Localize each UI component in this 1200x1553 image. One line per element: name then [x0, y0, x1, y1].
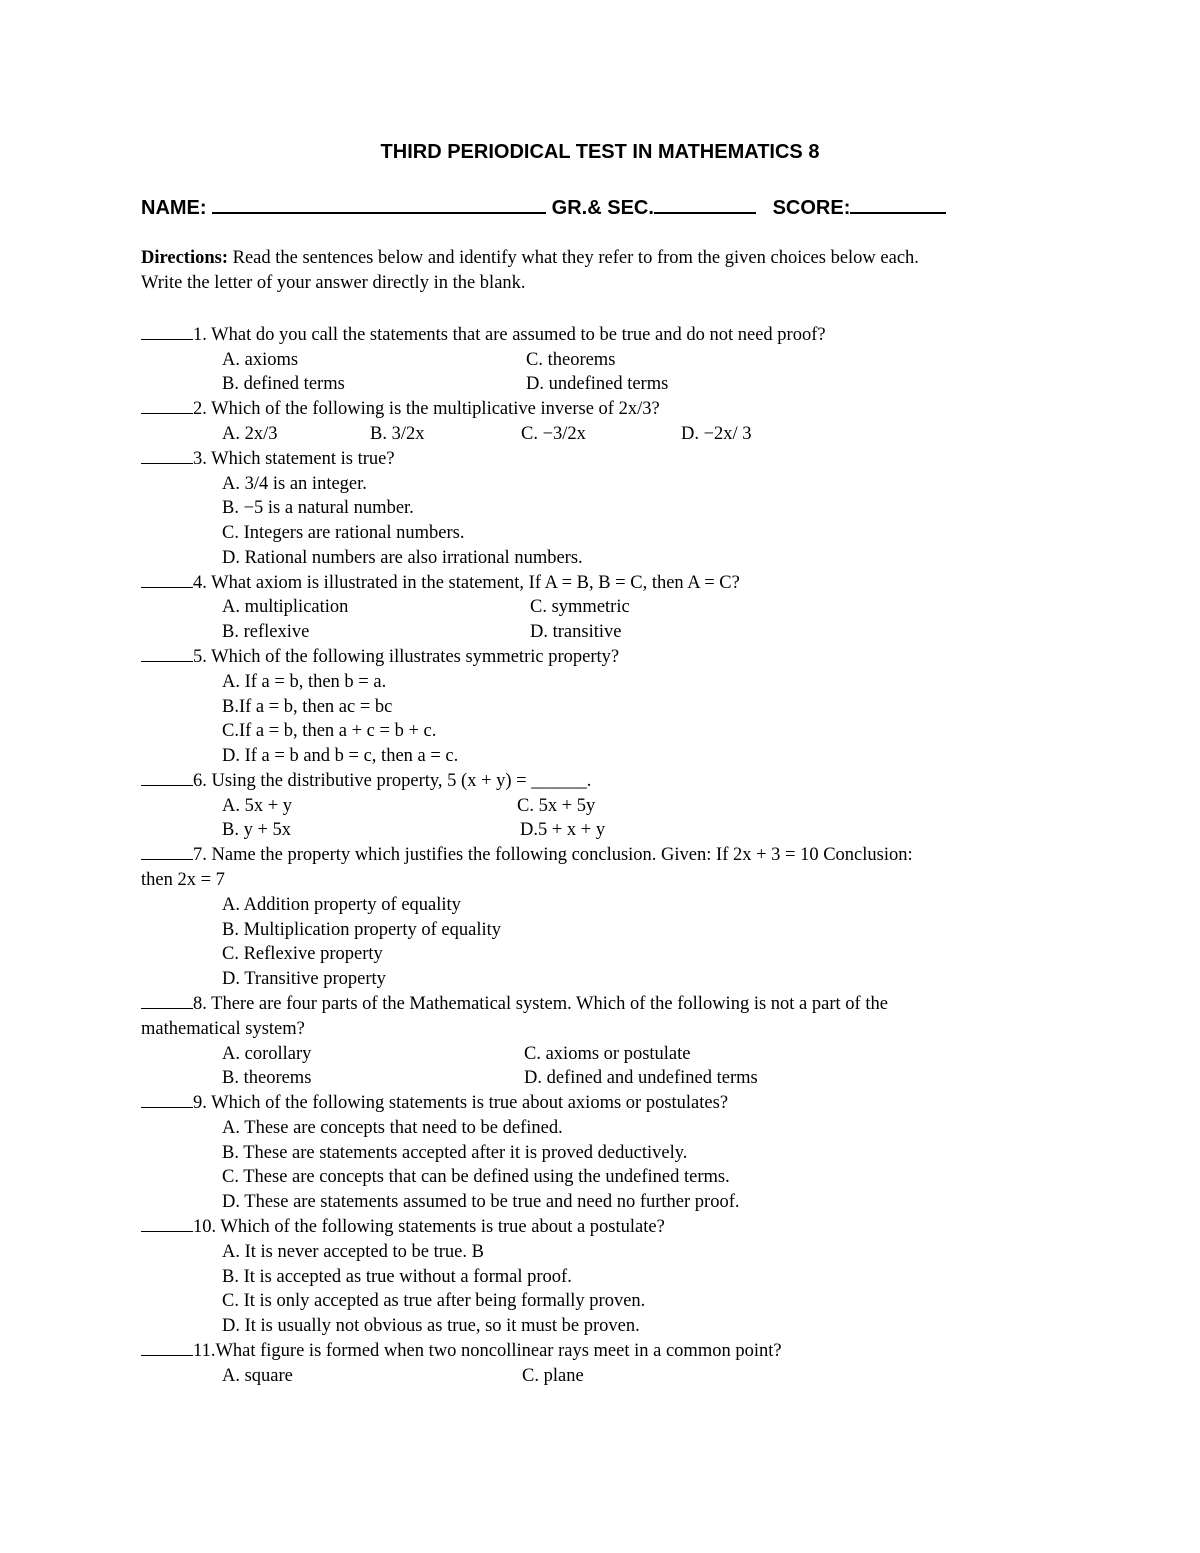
question-11: 11.What figure is formed when two noncollinear rays meet in a common point?: [141, 1339, 782, 1363]
choice-2b: B. 3/2x: [370, 424, 425, 444]
choice-1b: B. defined terms: [222, 374, 345, 394]
choice-8d: D. defined and undefined terms: [524, 1068, 758, 1088]
choice-10a: A. It is never accepted to be true. B: [222, 1242, 484, 1262]
choice-10b: B. It is accepted as true without a formal proof.: [222, 1267, 572, 1287]
choice-3d: D. Rational numbers are also irrational numbers.: [222, 548, 583, 568]
choice-11c: C. plane: [522, 1366, 584, 1386]
question-8-continued: mathematical system?: [141, 1019, 305, 1039]
answer-blank-2[interactable]: [141, 398, 193, 414]
choice-6a: A. 5x + y: [222, 796, 293, 816]
student-info-header: [141, 194, 946, 220]
choice-5c: C.If a = b, then a + c = b + c.: [222, 721, 437, 741]
directions-line-2: Write the letter of your answer directly in the blank.: [141, 273, 526, 293]
choice-5d: D. If a = b and b = c, then a = c.: [222, 746, 459, 766]
choice-4d: D. transitive: [530, 622, 622, 642]
choice-1a: A. axioms: [222, 350, 299, 370]
question-10: 10. Which of the following statements is true about a postulate?: [141, 1215, 665, 1239]
score-label: SCORE:: [772, 197, 851, 219]
choice-1d: D. undefined terms: [526, 374, 669, 394]
choice-6b: B. y + 5x: [222, 820, 292, 840]
choice-2a: A. 2x/3: [222, 424, 278, 444]
choice-5a: A. If a = b, then b = a.: [222, 672, 387, 692]
choice-2c: C. −3/2x: [521, 424, 586, 444]
question-2: 2. Which of the following is the multiplicative inverse of 2x/3?: [141, 397, 660, 421]
choice-8a: A. corollary: [222, 1044, 312, 1064]
answer-blank-11[interactable]: [141, 1340, 193, 1356]
choice-2d: D. −2x/ 3: [681, 424, 752, 444]
answer-blank-6[interactable]: [141, 770, 193, 786]
name-blank[interactable]: [212, 194, 546, 214]
name-label: NAME:: [141, 197, 207, 219]
choice-3c: C. Integers are rational numbers.: [222, 523, 465, 543]
question-7: 7. Name the property which justifies the following conclusion. Given: If 2x + 3 = 10 Conclusion:: [141, 843, 913, 867]
answer-blank-1[interactable]: [141, 324, 193, 340]
question-9: 9. Which of the following statements is true about axioms or postulates?: [141, 1091, 728, 1115]
choice-7a: A. Addition property of equality: [222, 895, 461, 915]
choice-8c: C. axioms or postulate: [524, 1044, 691, 1064]
section-blank[interactable]: [654, 194, 756, 214]
answer-blank-4[interactable]: [141, 572, 193, 588]
choice-10c: C. It is only accepted as true after being formally proven.: [222, 1291, 646, 1311]
answer-blank-8[interactable]: [141, 993, 193, 1009]
choice-7d: D. Transitive property: [222, 969, 386, 989]
answer-blank-10[interactable]: [141, 1216, 193, 1232]
answer-blank-3[interactable]: [141, 448, 193, 464]
question-7-continued: then 2x = 7: [141, 870, 225, 890]
answer-blank-7[interactable]: [141, 844, 193, 860]
choice-11a: A. square: [222, 1366, 293, 1386]
directions-line-1: Directions: Read the sentences below and identify what they refer to from the given choices below each.: [141, 248, 919, 268]
choice-4a: A. multiplication: [222, 597, 349, 617]
section-label: GR.& SEC.: [551, 197, 654, 219]
question-6: 6. Using the distributive property, 5 (x + y) = ______.: [141, 769, 591, 793]
page-title: THIRD PERIODICAL TEST IN MATHEMATICS 8: [380, 141, 820, 163]
choice-5b: B.If a = b, then ac = bc: [222, 697, 393, 717]
question-1: 1. What do you call the statements that are assumed to be true and do not need proof?: [141, 323, 826, 347]
score-blank[interactable]: [850, 194, 946, 214]
choice-10d: D. It is usually not obvious as true, so it must be proven.: [222, 1316, 640, 1336]
choice-7c: C. Reflexive property: [222, 944, 383, 964]
choice-9a: A. These are concepts that need to be defined.: [222, 1118, 563, 1138]
choice-9b: B. These are statements accepted after it is proved deductively.: [222, 1143, 688, 1163]
question-3: 3. Which statement is true?: [141, 447, 395, 471]
choice-8b: B. theorems: [222, 1068, 312, 1088]
question-4: 4. What axiom is illustrated in the statement, If A = B, B = C, then A = C?: [141, 571, 740, 595]
choice-6d: D.5 + x + y: [520, 820, 606, 840]
answer-blank-5[interactable]: [141, 646, 193, 662]
choice-3a: A. 3/4 is an integer.: [222, 474, 367, 494]
choice-4c: C. symmetric: [530, 597, 630, 617]
choice-6c: C. 5x + 5y: [517, 796, 596, 816]
choice-7b: B. Multiplication property of equality: [222, 920, 501, 940]
choice-1c: C. theorems: [526, 350, 616, 370]
choice-4b: B. reflexive: [222, 622, 310, 642]
question-8: 8. There are four parts of the Mathematical system. Which of the following is not a part of the: [141, 992, 888, 1016]
directions-label: Directions:: [141, 248, 228, 268]
choice-9c: C. These are concepts that can be defined using the undefined terms.: [222, 1167, 730, 1187]
question-5: 5. Which of the following illustrates symmetric property?: [141, 645, 619, 669]
answer-blank-9[interactable]: [141, 1092, 193, 1108]
choice-9d: D. These are statements assumed to be true and need no further proof.: [222, 1192, 740, 1212]
choice-3b: B. −5 is a natural number.: [222, 498, 414, 518]
